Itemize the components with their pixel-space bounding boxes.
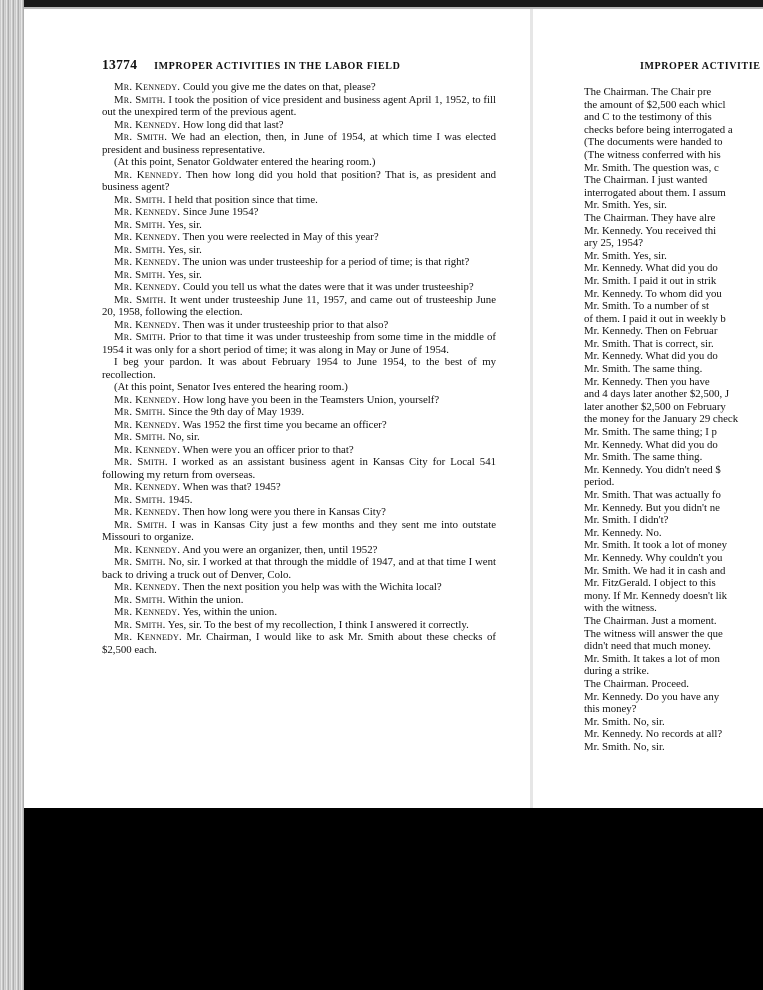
speaker-name: Mr. Kennedy.: [114, 81, 181, 93]
transcript-paragraph: [102, 619, 496, 632]
speaker-name: Mr. Smith.: [114, 193, 166, 206]
speech-text: We had an election, then, in June of 1954, at which time I was elected president and business representative.: [102, 131, 496, 156]
speech-text: Then you were reelected in May of this year?: [182, 231, 379, 243]
speaker-name: Mr. Kennedy.: [114, 231, 181, 243]
page-gutter: [530, 9, 533, 808]
transcript-paragraph: [102, 269, 496, 282]
facing-page-line: with the witness.: [584, 602, 657, 615]
transcript-paragraph: [102, 131, 496, 156]
transcript-paragraph: [102, 419, 496, 432]
speaker-name: Mr. Smith.: [114, 406, 166, 418]
speaker-name: Mr. Smith.: [114, 131, 168, 143]
speech-text: It went under trusteeship June 11, 1957, and came out of trusteeship June 20, 1958, following the election.: [102, 293, 496, 318]
speech-text: When were you an officer prior to that?: [182, 443, 354, 456]
scan-top-border: [24, 0, 763, 7]
transcript-paragraph: [102, 319, 496, 332]
facing-page-line: this money?: [584, 703, 637, 716]
speech-text: Was 1952 the first time you became an officer?: [182, 418, 387, 431]
transcript-paragraph: [102, 331, 496, 356]
transcript-paragraph: [102, 456, 496, 481]
speaker-name: Mr. Kennedy.: [114, 281, 181, 293]
facing-page-line: Mr. Smith. To a number of st: [584, 300, 710, 313]
speech-text: Yes, sir.: [167, 218, 202, 231]
transcript-paragraph: [102, 119, 496, 132]
scan-top-border-shadow: [24, 7, 763, 9]
speech-text: Prior to that time it was under trusteeship from some time in the middle of 1954 it was only for a short period of time; it was along in May or June of 1954.: [102, 331, 496, 356]
facing-page-line: the amount of $2,500 each whicl: [584, 98, 726, 111]
speech-text: The union was under trusteeship for a period of time; is that right?: [182, 256, 470, 268]
facing-page-line: Mr. Kennedy. No records at all?: [584, 728, 723, 741]
facing-page-line: Mr. Kennedy. Do you have any: [584, 690, 720, 703]
facing-page-line: Mr. Smith. It takes a lot of mon: [584, 652, 720, 665]
facing-page-line: Mr. Smith. No, sir.: [584, 740, 665, 753]
speech-text: I took the position of vice president and business agent April 1, 1952, to fill out the unexpired term of the previous agent.: [102, 93, 496, 118]
speaker-name: Mr. Kennedy.: [114, 543, 181, 556]
speech-text: Then how long were you there in Kansas City?: [182, 506, 386, 518]
speech-text: When was that? 1945?: [182, 481, 281, 493]
facing-page-line: of them. I paid it out in weekly b: [584, 312, 726, 325]
transcript-paragraph: [102, 481, 496, 494]
transcript-paragraph: [102, 231, 496, 244]
facing-page-line: and 4 days later another $2,500, J: [584, 388, 730, 401]
facing-page-line: The Chairman. Proceed.: [584, 677, 689, 690]
transcript-paragraph: [102, 356, 496, 381]
facing-page-line: Mr. Smith. I paid it out in strik: [584, 274, 717, 287]
speaker-name: Mr. Smith.: [114, 493, 166, 506]
speaker-name: Mr. Smith.: [114, 218, 166, 231]
transcript-paragraph: [102, 394, 496, 407]
facing-page-line: Mr. Kennedy. Why couldn't you: [584, 551, 723, 564]
facing-page-line: Mr. Kennedy. What did you do: [584, 350, 718, 363]
transcript-paragraph: [102, 519, 496, 544]
speech-text: 1945.: [168, 493, 193, 506]
speaker-name: Mr. Kennedy.: [114, 418, 181, 431]
facing-page-line: the money for the January 29 check: [584, 413, 739, 426]
speaker-name: Mr. Smith.: [114, 456, 168, 468]
facing-page-line: The Chairman. The Chair pre: [584, 86, 712, 98]
speech-text: Then how long did you hold that position? That is, as president and business agent?: [102, 168, 496, 193]
facing-page-line: Mr. Smith. That was actually fo: [584, 489, 721, 501]
speech-text: Since June 1954?: [182, 206, 259, 218]
facing-page-line: checks before being interrogated a: [584, 123, 733, 136]
speech-text: I was in Kansas City just a few months and they sent me into outstate Missouri to organize.: [102, 518, 496, 543]
facing-page-line: Mr. Kennedy. What did you do: [584, 262, 718, 275]
transcript-paragraph: [102, 281, 496, 294]
transcript-paragraph: [102, 581, 496, 594]
transcript-paragraph: [102, 206, 496, 219]
speech-text: Then was it under trusteeship prior to that also?: [182, 318, 389, 331]
transcript-paragraph: [102, 256, 496, 269]
facing-page-line: during a strike.: [584, 665, 650, 678]
speaker-name: Mr. Kennedy.: [114, 318, 181, 331]
facing-page-line: Mr. Smith. That is correct, sir.: [584, 337, 714, 350]
transcript-paragraph: [102, 381, 496, 394]
speech-text: I held that position since that time.: [168, 193, 318, 206]
speech-text: And you were an organizer, then, until 1952?: [182, 543, 378, 556]
page-number: 13774: [102, 57, 138, 72]
facing-page-line: Mr. Smith. Yes, sir.: [584, 249, 667, 262]
facing-page-line: Mr. Smith. It took a lot of money: [584, 539, 728, 552]
page-header: [102, 57, 502, 73]
transcript-paragraph: [102, 94, 496, 119]
transcript-paragraph: [102, 194, 496, 207]
transcript-paragraph: [102, 631, 496, 656]
speaker-name: Mr. Kennedy.: [114, 256, 181, 268]
speaker-name: Mr. Kennedy.: [114, 481, 181, 493]
facing-page-running-title: IMPROPER ACTIVITIE: [640, 61, 761, 72]
speaker-name: Mr. Kennedy.: [114, 581, 181, 593]
transcript-paragraph: [102, 244, 496, 257]
speaker-name: Mr. Smith.: [114, 593, 166, 606]
speech-text: How long did that last?: [182, 118, 284, 131]
speaker-name: Mr. Smith.: [114, 293, 167, 306]
speech-text: Mr. Chairman, I would like to ask Mr. Smith about these checks of $2,500 each.: [102, 631, 496, 656]
speech-text: How long have you been in the Teamsters Union, yourself?: [182, 393, 440, 406]
speech-text: Yes, within the union.: [182, 606, 278, 618]
facing-page-line: Mr. Smith. The question was, c: [584, 161, 719, 174]
facing-page-line: Mr. Kennedy. No.: [584, 526, 662, 539]
speaker-name: Mr. Kennedy.: [114, 206, 181, 218]
facing-page-line: The Chairman. Just a moment.: [584, 614, 717, 627]
transcript-paragraph: [102, 219, 496, 232]
speech-text: Within the union.: [168, 593, 244, 606]
facing-page-line: Mr. Kennedy. You didn't need $: [584, 463, 721, 476]
transcript-paragraph: [102, 506, 496, 519]
facing-page-line: Mr. Smith. We had it in cash and: [584, 564, 726, 577]
facing-page-line: Mr. Smith. No, sir.: [584, 715, 665, 728]
speaker-name: Mr. Smith.: [114, 243, 166, 256]
transcript-paragraph: [102, 406, 496, 419]
speaker-name: Mr. Kennedy.: [114, 506, 181, 518]
right-text-column: [572, 86, 763, 766]
facing-page-line: Mr. Kennedy. What did you do: [584, 438, 718, 451]
speaker-name: Mr. Kennedy.: [114, 443, 181, 456]
facing-page-line: Mr. FitzGerald. I object to this: [584, 577, 716, 590]
transcript-paragraph: [102, 494, 496, 507]
speech-text: Yes, sir.: [167, 268, 202, 281]
speech-text: Could you give me the dates on that, please?: [182, 81, 376, 93]
speaker-name: Mr. Smith.: [114, 93, 166, 106]
speech-text: (At this point, Senator Goldwater entered the hearing room.): [114, 156, 376, 168]
speech-text: I worked as an assistant business agent in Kansas City for Local 541 following my return from overseas.: [102, 456, 496, 481]
speaker-name: Mr. Smith.: [114, 556, 166, 568]
facing-page-line: Mr. Kennedy. You received thi: [584, 224, 717, 237]
transcript-paragraph: [102, 556, 496, 581]
facing-page-line: mony. If Mr. Kennedy doesn't lik: [584, 589, 728, 602]
transcript-paragraph: [102, 431, 496, 444]
facing-page-line: (The witness conferred with his: [584, 148, 721, 161]
facing-page-line: The Chairman. They have alre: [584, 211, 716, 224]
speaker-name: Mr. Smith.: [114, 431, 166, 443]
transcript-paragraph: [102, 544, 496, 557]
facing-page-line: didn't need that much money.: [584, 640, 711, 653]
speaker-name: Mr. Kennedy.: [114, 118, 181, 131]
speech-text: Yes, sir. To the best of my recollection, I think I answered it correctly.: [167, 618, 469, 631]
speaker-name: Mr. Kennedy.: [114, 631, 182, 643]
facing-page-line: Mr. Kennedy. To whom did you: [584, 287, 722, 300]
speech-text: I beg your pardon. It was about February 1954 to June 1954, to the best of my recollection.: [102, 356, 496, 381]
transcript-paragraph: [102, 156, 496, 169]
facing-page-line: (The documents were handed to: [584, 136, 723, 149]
transcript-paragraph: [102, 444, 496, 457]
speech-text: Then the next position you help was with the Wichita local?: [182, 581, 442, 593]
facing-page-line: later another $2,500 on February: [584, 400, 726, 413]
facing-page-line: Mr. Kennedy. Then you have: [584, 375, 710, 388]
speech-text: (At this point, Senator Ives entered the hearing room.): [114, 381, 348, 393]
facing-page-line: Mr. Smith. The same thing.: [584, 363, 703, 376]
speaker-name: Mr. Kennedy.: [114, 393, 181, 406]
speech-text: No, sir. I worked at that through the middle of 1947, and at that time I went back to driving a truck out of Denver, Colo.: [102, 556, 496, 581]
facing-page-line: Mr. Smith. I didn't?: [584, 514, 669, 527]
facing-page-line: and C to the testimony of this: [584, 111, 712, 124]
speech-text: Yes, sir.: [167, 243, 202, 256]
facing-page-line: Mr. Smith. The same thing.: [584, 451, 703, 464]
speaker-name: Mr. Smith.: [114, 518, 168, 531]
transcript-paragraph: [102, 81, 496, 94]
facing-page-line: period.: [584, 476, 615, 489]
book-spine-scan-edge: [0, 0, 24, 990]
facing-page-line: The Chairman. I just wanted: [584, 174, 708, 187]
speaker-name: Mr. Smith.: [114, 331, 166, 343]
transcript-paragraph: [102, 169, 496, 194]
speaker-name: Mr. Kennedy.: [114, 168, 182, 181]
facing-page-line: Mr. Smith. Yes, sir.: [584, 199, 667, 212]
facing-page-line: The witness will answer the que: [584, 627, 723, 640]
facing-page-line: Mr. Kennedy. Then on Februar: [584, 325, 718, 338]
facing-page-line: ary 25, 1954?: [584, 237, 644, 250]
speech-text: Since the 9th day of May 1939.: [168, 406, 305, 418]
facing-page-line: interrogated about them. I assum: [584, 186, 726, 199]
speech-text: Could you tell us what the dates were that it was under trusteeship?: [182, 281, 474, 293]
facing-page-line: Mr. Kennedy. But you didn't ne: [584, 501, 720, 514]
transcript-paragraph: [102, 606, 496, 619]
speaker-name: Mr. Smith.: [114, 618, 166, 631]
left-text-column: [102, 81, 496, 656]
scan-black-margin: [24, 808, 763, 990]
speaker-name: Mr. Kennedy.: [114, 606, 181, 618]
speech-text: No, sir.: [168, 431, 200, 443]
transcript-paragraph: [102, 594, 496, 607]
speaker-name: Mr. Smith.: [114, 268, 166, 281]
running-title: IMPROPER ACTIVITIES IN THE LABOR FIELD: [154, 61, 401, 72]
transcript-paragraph: [102, 294, 496, 319]
facing-page-line: Mr. Smith. The same thing; I p: [584, 426, 717, 439]
